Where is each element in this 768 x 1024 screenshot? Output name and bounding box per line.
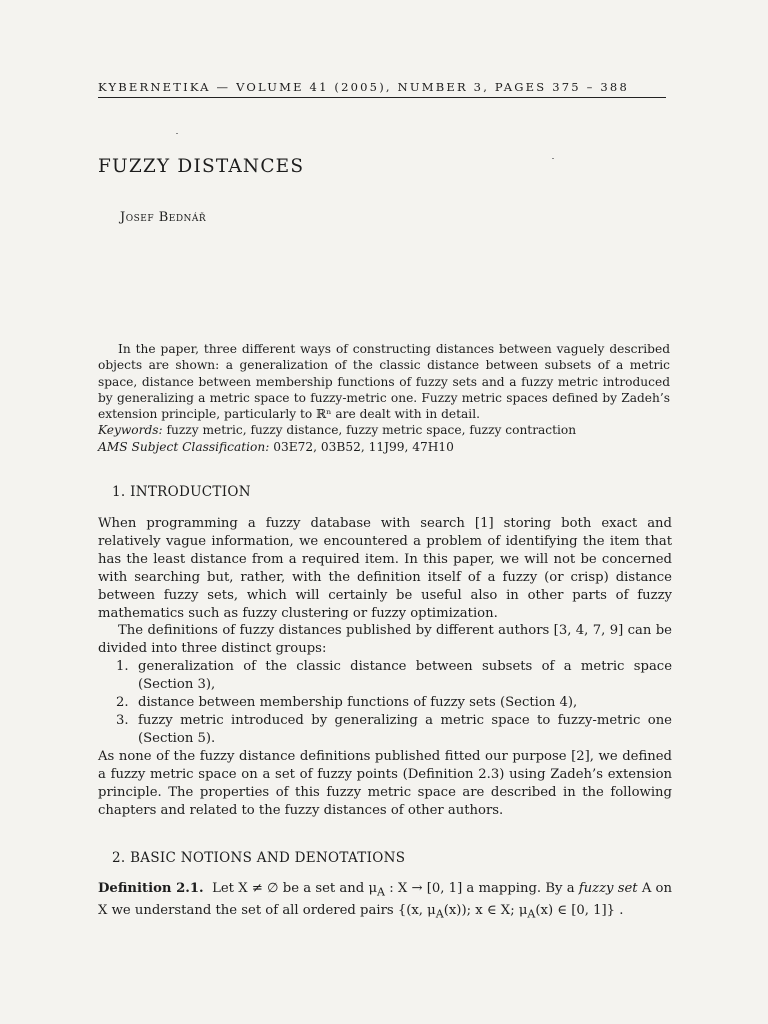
list-item [116,694,672,712]
list-text: fuzzy metric introduced by generalizing a metric space to fuzzy-metric one (Section 5). [138,712,672,746]
definition-text: A on X we understand the set of all ordered pairs {(x, μ [98,881,672,918]
definition-label: Definition 2.1. [98,881,204,896]
subscript: A [435,907,444,921]
section-heading-basic-notions: 2. BASIC NOTIONS AND DENOTATIONS [112,850,406,866]
author-name: Josef Bednář [120,210,207,225]
list-number: 1. [116,659,129,675]
introduction-body [98,515,672,819]
header-rule [98,97,666,98]
list-item [116,712,672,748]
list-number: 3. [116,712,129,728]
paper-title: FUZZY DISTANCES [98,156,305,177]
keywords-line [98,422,670,438]
subscript: A [377,885,385,899]
keywords: fuzzy metric, fuzzy distance, fuzzy metric space, fuzzy contraction [166,423,577,438]
abstract-text: In the paper, three different ways of constructing distances between vaguely described objects are shown: a generalization of the classic distance between subsets of a metric space, distance between membership functions of fuzzy sets and a fuzzy metric introduced by generalizing a metric space to fuzzy-metric one. Fuzzy metric spaces defined by Zadeh’s extension principle, particularly to ℝⁿ are dealt with in detail. [98,342,670,422]
definition-text: Let X ≠ ∅ be a set and μ [212,881,378,896]
ams-codes: 03E72, 03B52, 11J99, 47H10 [273,439,454,454]
intro-paragraph: The definitions of fuzzy distances published by different authors [3, 4, 7, 9] can be divided into three distinct groups: [98,623,672,657]
scan-speck [176,133,178,134]
intro-paragraph: As none of the fuzzy distance definitions published fitted our purpose [2], we defined a fuzzy metric space on a set of fuzzy points (Definition 2.3) using Zadeh’s extension principle. The properties of this fuzzy metric space are described in the following chapters and related to the fuzzy distances of other authors. [98,748,672,818]
abstract [98,341,670,455]
subscript: A [527,907,536,921]
definition-2-1 [98,880,672,923]
keywords-label: Keywords: [98,423,163,438]
definition-term: fuzzy set [578,881,638,896]
definition-text: : X → [0, 1] a mapping. By a [384,881,579,896]
ams-line [98,439,670,455]
groups-list [98,658,672,748]
definition-text: (x) ∈ [0, 1]} . [535,902,624,918]
intro-paragraph: When programming a fuzzy database with search [1] storing both exact and relatively vague information, we encountered a problem of identifying the item that has the least distance from a required item. In this paper, we will not be concerned with searching but, rather, with the definition itself of a fuzzy (or crisp) distance between fuzzy sets, which will certainly be useful also in other parts of fuzzy mathematics such as fuzzy clustering or fuzzy optimization. [98,516,672,621]
section-heading-introduction: 1. INTRODUCTION [112,484,251,500]
ams-label: AMS Subject Classification: [98,439,270,454]
list-number: 2. [116,695,129,711]
list-item [116,658,672,694]
list-text: generalization of the classic distance between subsets of a metric space (Section 3), [138,659,672,693]
scan-speck [552,158,554,159]
running-head: KYBERNETIKA — VOLUME 41 (2005), NUMBER 3, PAGES 375 – 388 [98,80,629,94]
list-text: distance between membership functions of fuzzy sets (Section 4), [138,695,578,711]
definition-text: (x)); x ∈ X; μ [443,902,528,918]
